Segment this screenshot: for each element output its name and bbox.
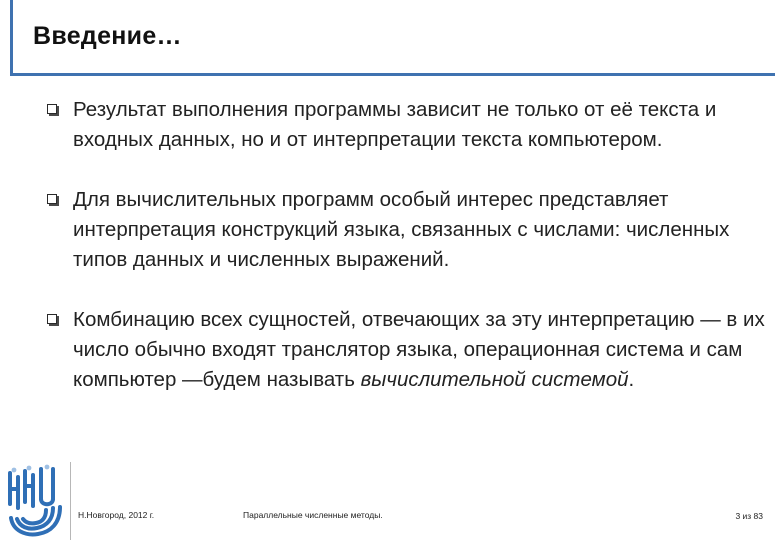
footer-course-title: Параллельные численные методы.	[243, 510, 383, 520]
footer-divider	[70, 462, 71, 540]
slide-footer	[0, 462, 780, 540]
checkbox-bullet-icon	[47, 104, 57, 114]
bullet-text: Для вычислительных программ особый интерес представляет интерпретация конструкций языка, связанных с числами: численных типов данных и численных выражений.	[73, 188, 730, 271]
slide-title: Введение…	[33, 22, 182, 50]
bullet-item	[47, 95, 767, 185]
checkbox-bullet-icon	[47, 314, 57, 324]
checkbox-bullet-icon	[47, 194, 57, 204]
bullet-text	[73, 308, 765, 391]
bullet-text: Результат выполнения программы зависит не только от её текста и входных данных, но и от интерпретации текста компьютером.	[73, 98, 717, 151]
university-logo-icon	[4, 464, 64, 538]
bullet-item	[47, 305, 767, 395]
footer-city-year: Н.Новгород, 2012 г.	[78, 510, 155, 520]
bullet-item	[47, 185, 767, 305]
bullet-text-start: Комбинацию всех сущностей, отвечающих за эту интерпретацию — в их число обычно входят транслятор языка, операционная система и сам компьютер —будем называть	[73, 308, 765, 391]
title-bar	[10, 0, 775, 76]
bullet-text-emphasis: вычислительной системой	[360, 368, 629, 391]
page-number: 3 из 83	[735, 511, 763, 521]
bullet-text-end: .	[628, 368, 635, 391]
bullet-list	[47, 95, 767, 395]
